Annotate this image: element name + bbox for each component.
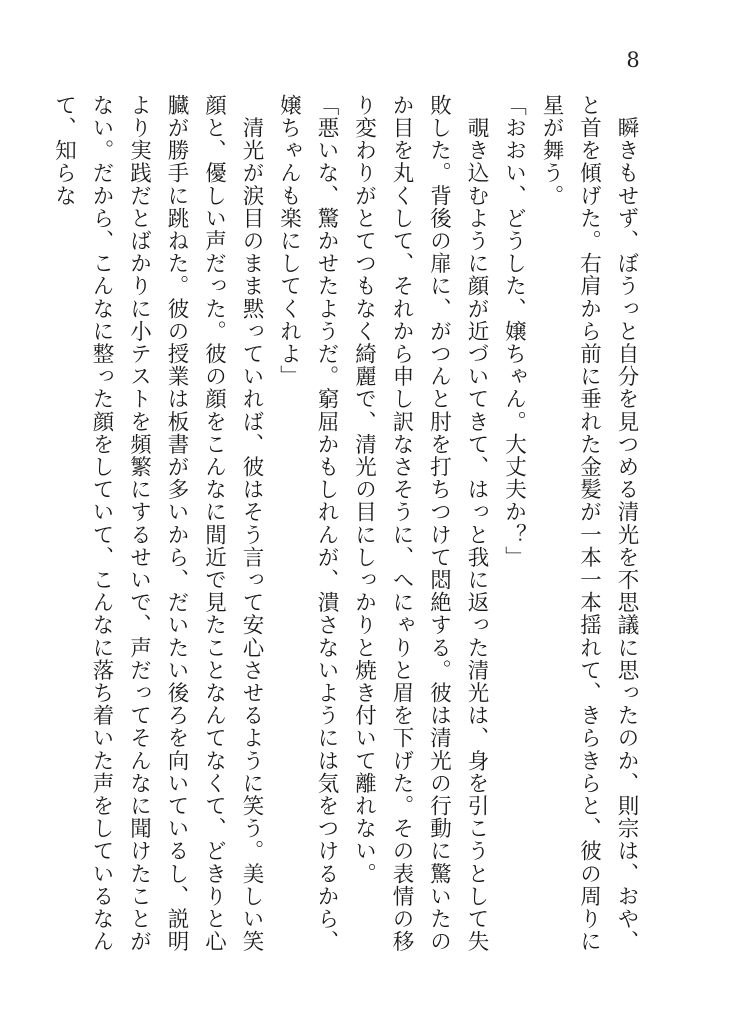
paragraph-1: 瞬きもせず、ぼうっと自分を見つめる清光を不思議に思ったのか、則宗は、おや、と首を傾げた。右肩から前に垂れた金髪が一本一本揺れて、きらきらと、彼の周りに星が舞う。 [539, 94, 639, 953]
paragraph-3: 覗き込むように顔が近づいてきて、はっと我に返った清光は、身を引こうとして失敗した。背後の扉に、がつんと肘を打ちつけて悶絶する。彼は清光の行動に驚いたのか目を丸くして、それから申し訳なさそうに、へにゃりと眉を下げた。その表情の移り変わりがとてつもなく綺麗で、清光の目にしっかりと焼き付いて離れない。 [351, 94, 489, 953]
page-number: 8 [626, 48, 640, 72]
paragraph-5: 清光が涙目のまま黙っていれば、彼はそう言って安心させるように笑う。美しい笑顔と、優しい声だった。彼の顔をこんなに間近で見たことなんてなくて、どきりと心臓が勝手に跳ねた。彼の授業は板書が多いから、だいたい後ろを向いているし、説明より実践だとばかりに小テストを頻繁にするせいで、声だってそんなに聞けたことがない。だから、こんなに整った顔をしていて、こんなに落ち着いた声をしているなんて、知らな [51, 94, 264, 953]
paragraph-4-dialogue: 「悪いな、驚かせたようだ。窮屈かもしれんが、潰さないようには気をつけるから、嬢ちゃんも楽にしてくれよ」 [276, 94, 339, 953]
novel-text-body [51, 94, 645, 964]
paragraph-2-dialogue: 「おおい、どうした、嬢ちゃん。大丈夫か？」 [501, 94, 527, 569]
